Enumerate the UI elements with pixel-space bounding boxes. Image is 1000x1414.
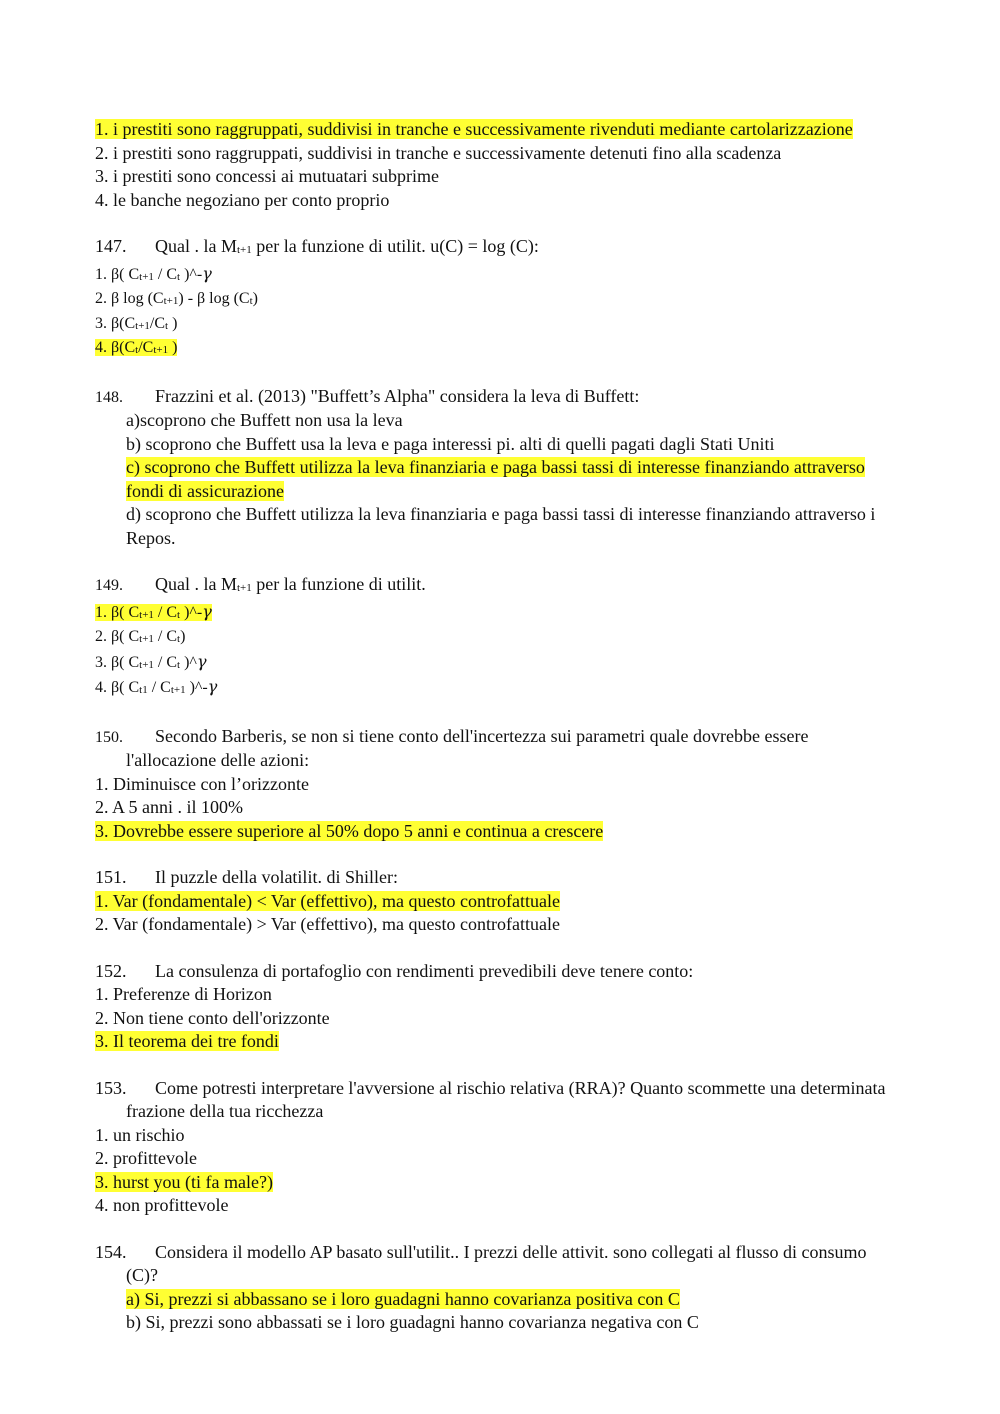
question-number: 152.: [95, 960, 127, 981]
highlighted-answer: 3. Dovrebbe essere superiore al 50% dopo 5 anni e continua a crescere: [95, 820, 604, 841]
answer-option: d) scoprono che Buffett utilizza la leva finanziaria e paga bassi tassi di interesse finanziando attraverso i Repos.: [126, 504, 876, 548]
question-number: 151.: [95, 867, 127, 887]
answer-option: 1. Preferenze di Horizon: [95, 984, 272, 1004]
answer-option: [95, 890, 895, 914]
question-153: 153. Come potresti interpretare l'avversione al rischio relativa (RRA)? Quanto scommette una determinata frazione della tua ricchezza: [95, 1077, 886, 1121]
highlighted-answer: 3. Il teorema dei tre fondi: [95, 1031, 279, 1051]
answer-option: [95, 820, 895, 844]
answer-option: 2. Non tiene conto dell'orizzonte: [95, 1007, 330, 1028]
answer-option: [95, 1288, 895, 1312]
highlighted-answer: 1. β( $C_{t+1} / C_t$ )^-γ: [95, 601, 212, 621]
question-151: 151. Il puzzle della volatilit. di Shiller:: [95, 866, 895, 890]
answer-option: 3. β( $C_{t+1} / C_t$ )^γ: [95, 651, 207, 671]
answer-option: 1. β( $C_{t+1} / C_t$ )^-γ: [95, 263, 212, 283]
answer-option: [95, 456, 895, 503]
highlighted-answer: 3. hurst you (ti fa male?): [95, 1171, 273, 1192]
question-number: 150.: [95, 728, 123, 746]
highlighted-answer: 1. i prestiti sono raggruppati, suddivisi in tranche e successivamente rivenduti mediante cartolarizzazione: [95, 119, 853, 139]
answer-option: 1. un rischio: [95, 1124, 185, 1145]
question-number: 148.: [95, 388, 123, 406]
answer-option: 4. non profittevole: [95, 1195, 229, 1215]
question-154: 154. Considera il modello AP basato sull'utilit.. I prezzi delle attivit. sono collegati al flusso di consumo (C)?: [95, 1241, 867, 1285]
document-page: [95, 118, 895, 1335]
answer-option: [95, 337, 895, 362]
answer-option: 3. $\beta(C_{t+1}/C_t$ ): [95, 314, 178, 332]
answer-option: 2. Var (fondamentale) > Var (effettivo), ma questo controfattuale: [95, 914, 560, 934]
highlighted-answer: 4. $\beta(C_t/C_{t+1}$ ): [95, 339, 178, 356]
question-150: 150. Secondo Barberis, se non si tiene conto dell'incertezza sui parametri quale dovrebbe essere l'allocazione delle azioni:: [95, 725, 809, 770]
answer-option: 2. i prestiti sono raggruppati, suddivisi in tranche e successivamente detenuti fino alla scadenza: [95, 142, 782, 163]
answer-option: b) scoprono che Buffett usa la leva e paga interessi pi. alti di quelli pagati dagli Stati Uniti: [126, 433, 775, 454]
answer-option: [95, 1171, 895, 1195]
highlighted-answer: 1. Var (fondamentale) < Var (effettivo), ma questo controfattuale: [95, 890, 560, 911]
answer-option: 4. β( $C_{t1} / C_{t+1}$ )^-γ: [95, 677, 218, 696]
answer-option: [95, 601, 895, 627]
answer-option: 2. profittevole: [95, 1148, 197, 1168]
answer-option: 2. A 5 anni . il 100%: [95, 797, 243, 817]
answer-option: 1. Diminuisce con l’orizzonte: [95, 773, 309, 794]
question-number: 149.: [95, 577, 123, 594]
question-number: 154.: [95, 1241, 127, 1262]
question-148: 148. Frazzini et al. (2013) "Buffett’s Alpha" considera la leva di Buffett:: [95, 385, 895, 410]
answer-option: [95, 118, 895, 142]
highlighted-answer: c) scoprono che Buffett utilizza la leva finanziaria e paga bassi tassi di interesse finanziando attraverso fondi di assicurazione: [126, 457, 865, 501]
question-147: 147. Qual . la $M_{t+1}$ per la funzione di utilit. u(C) = log (C):: [95, 235, 895, 263]
answer-option: 4. le banche negoziano per conto proprio: [95, 189, 390, 210]
question-149: 149. Qual . la $M_{t+1}$ per la funzione di utilit.: [95, 573, 895, 601]
question-number: 153.: [95, 1077, 127, 1098]
answer-option: 2. β $\log (C_{t+1})$ - β $\log (C_t)$: [95, 290, 258, 307]
answer-option: 2. β( $C_{t+1} / C_t$): [95, 628, 186, 645]
question-152: 152. La consulenza di portafoglio con rendimenti prevedibili deve tenere conto:: [95, 960, 895, 984]
answer-option: a)scoprono che Buffett non usa la leva: [126, 410, 403, 430]
answer-option: 3. i prestiti sono concessi ai mutuatari subprime: [95, 166, 439, 186]
question-number: 147.: [95, 236, 127, 256]
answer-option: b) Si, prezzi sono abbassati se i loro guadagni hanno covarianza negativa con C: [126, 1312, 699, 1332]
highlighted-answer: a) Si, prezzi si abbassano se i loro guadagni hanno covarianza positiva con C: [126, 1288, 680, 1309]
answer-option: [95, 1030, 895, 1054]
